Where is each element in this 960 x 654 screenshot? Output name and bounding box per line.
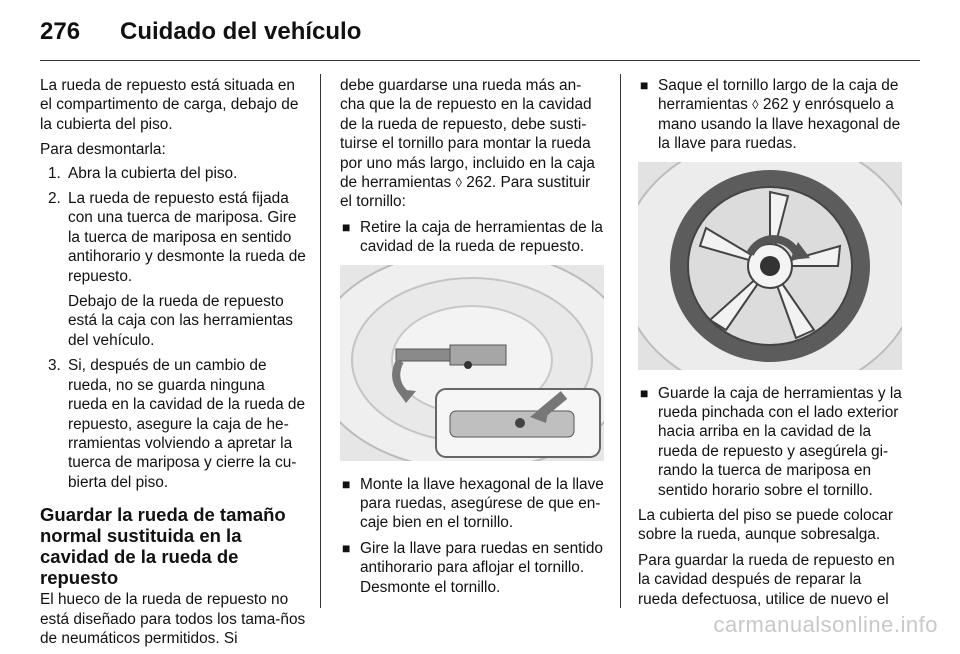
steps-list bbox=[40, 164, 308, 493]
page-ref[interactable]: 262 bbox=[466, 174, 492, 192]
bullet-icon: ■ bbox=[640, 384, 649, 401]
column-divider-1 bbox=[320, 74, 321, 608]
bullet-icon: ■ bbox=[640, 77, 649, 93]
chapter-title: Cuidado del vehículo bbox=[120, 18, 362, 45]
bullets-bottom bbox=[340, 475, 604, 597]
step-subtext: Debajo de la rueda de repuesto está la caja con las herramientas del vehículo. bbox=[68, 293, 293, 349]
column-1 bbox=[40, 76, 308, 654]
header-rule bbox=[40, 60, 920, 61]
page-number: 276 bbox=[40, 18, 81, 45]
watermark: carmanualsonline.info bbox=[713, 612, 938, 637]
bullets-bottom bbox=[638, 384, 902, 500]
list-item bbox=[40, 356, 308, 492]
step-number: 1. bbox=[48, 164, 61, 182]
para-guardar: Para guardar la rueda de repuesto en la cavidad después de reparar la rueda defectuosa, utilice de nuevo el bbox=[638, 551, 895, 608]
bullet-icon: ■ bbox=[342, 218, 351, 235]
page-header bbox=[40, 14, 920, 54]
section-heading: Guardar la rueda de tamaño normal sustituida en la cavidad de la rueda de repuesto bbox=[40, 504, 286, 589]
para-desmontar: Para desmontarla: bbox=[40, 141, 166, 159]
para-hueco: El hueco de la rueda de repuesto no está diseñado para todos los tama-ños de neumáticos permitidos. Si bbox=[40, 591, 306, 647]
figure-spare-wheel bbox=[638, 162, 902, 370]
page-ref[interactable]: 262 bbox=[762, 96, 789, 114]
page-ref-icon: ◊ bbox=[455, 175, 462, 191]
step-text: La rueda de repuesto está fijada con una tuerca de mariposa. Gire la tuerca de mariposa en sentido antihorario y desmonte la rueda de repuesto. bbox=[68, 190, 306, 285]
list-item: ■ Guarde la caja de herramientas y la rueda pinchada con el lado exterior hacia arriba en la cavidad de la rueda de repuesto y asegúrela gi-rando la tuerca de mariposa en sentido horario sobre el tornillo. bbox=[640, 384, 902, 499]
bullet-icon: ■ bbox=[342, 539, 351, 556]
list-item: ■ Monte la llave hexagonal de la llave para ruedas, asegúrese de que en-caje bien en el tornillo. bbox=[342, 475, 604, 532]
spare-wheel-illustration bbox=[638, 162, 902, 370]
toolbox-illustration bbox=[340, 265, 604, 461]
list-item bbox=[40, 164, 308, 183]
column-2 bbox=[340, 76, 604, 603]
bullets-top bbox=[638, 76, 902, 154]
bullets-top bbox=[340, 218, 604, 257]
page-ref-icon: ◊ bbox=[752, 97, 759, 113]
step-number: 3. bbox=[48, 357, 61, 375]
step-text: Si, después de un cambio de rueda, no se guarda ninguna rueda en la cavidad de la rueda de repuesto, asegure la caja de he-rramientas volviendo a apretar la tuerca de mariposa y cierre la cu-bierta del piso. bbox=[68, 357, 306, 491]
list-item: ■ Saque el tornillo largo de la caja de herramientas ◊ 262 y enrósquelo a mano usando la llave hexagonal de la llave para ruedas. bbox=[640, 77, 901, 153]
para-cubierta: La cubierta del piso se puede colocar sobre la rueda, aunque sobresalga. bbox=[638, 507, 893, 544]
bullet-icon: ■ bbox=[342, 475, 351, 492]
column-3 bbox=[638, 76, 902, 615]
list-item: ■ Retire la caja de herramientas de la cavidad de la rueda de repuesto. bbox=[342, 218, 603, 256]
para-continuation: debe guardarse una rueda más an-cha que la de repuesto en la cavidad de la rueda de repuesto, debe susti-tuirse el tornillo para montar la rueda por uno más largo, incluido en la caja de herramientas ◊ 262. Para sustituir el tornillo: bbox=[340, 77, 595, 211]
figure-toolbox-removal bbox=[340, 265, 604, 461]
step-text: Abra la cubierta del piso. bbox=[68, 164, 238, 182]
list-item bbox=[40, 189, 308, 350]
intro-paragraph: La rueda de repuesto está situada en el compartimento de carga, debajo de la cubierta del piso. bbox=[40, 77, 299, 133]
list-item: ■ Gire la llave para ruedas en sentido antihorario para aflojar el tornillo. Desmonte el tornillo. bbox=[342, 539, 603, 596]
step-number: 2. bbox=[48, 190, 61, 208]
column-divider-2 bbox=[620, 74, 621, 608]
